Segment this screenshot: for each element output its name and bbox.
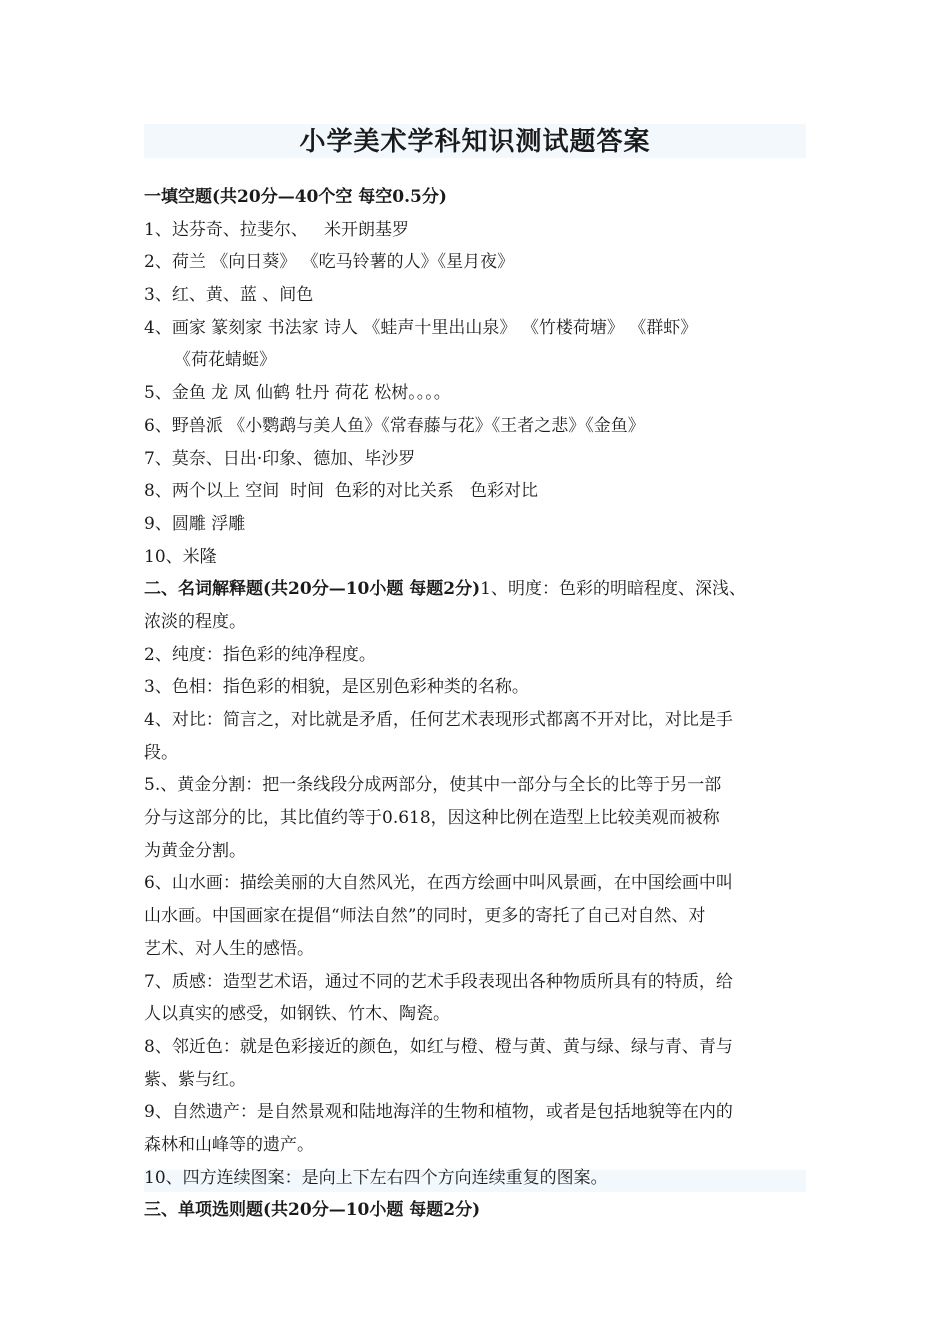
fill-answer-10: 10、米隆 — [144, 546, 217, 567]
term-answer-3: 3、色相：指色彩的相貌，是区别色彩种类的名称。 — [144, 677, 529, 698]
fill-answer-3: 3、红、黄、蓝 、间色 — [144, 285, 314, 306]
term-answer-5-cont-2: 为黄金分割。 — [144, 840, 246, 861]
term-answer-6-cont-2: 艺术、对人生的感悟。 — [144, 938, 314, 959]
term-answer-5: 5.、黄金分割：把一条线段分成两部分，使其中一部分与全长的比等于另一部 — [144, 775, 722, 796]
term-answer-6: 6、山水画：描绘美丽的大自然风光，在西方绘画中叫风景画，在中国绘画中叫 — [144, 873, 733, 894]
fill-answer-7: 7、莫奈、日出·印象、德加、毕沙罗 — [144, 448, 416, 469]
term-answer-7: 7、质感：造型艺术语，通过不同的艺术手段表现出各种物质所具有的特质，给 — [144, 971, 733, 992]
term-answer-4-cont: 段。 — [144, 742, 178, 763]
term-answer-7-cont: 人以真实的感受，如钢铁、竹木、陶瓷。 — [144, 1004, 450, 1025]
section-header-terms: 二、名词解释题(共20分—10小题 每题2分) — [144, 579, 481, 600]
section-header-choice: 三、单项选则题(共20分—10小题 每题2分) — [144, 1200, 481, 1221]
term-answer-4: 4、对比：简言之，对比就是矛盾，任何艺术表现形式都离不开对比，对比是手 — [144, 710, 733, 730]
section-header-terms-row — [144, 573, 824, 606]
term-answer-8: 8、邻近色：就是色彩接近的颜色，如红与橙、橙与黄、黄与绿、绿与青、青与 — [144, 1036, 733, 1057]
term-answer-6-cont-1: 山水画。中国画家在提倡“师法自然”的同时，更多的寄托了自己对自然、对 — [144, 906, 706, 927]
fill-answer-4-cont: 《荷花蜻蜓》 — [174, 350, 276, 371]
term-answer-9: 9、自然遗产：是自然景观和陆地海洋的生物和植物，或者是包括地貌等在内的 — [144, 1102, 733, 1123]
fill-answer-4: 4、画家 篆刻家 书法家 诗人 《蛙声十里出山泉》 《竹楼荷塘》 《群虾》 — [144, 317, 698, 338]
fill-answer-9: 9、圆雕 浮雕 — [144, 513, 246, 534]
term-answer-10: 10、四方连续图案：是向上下左右四个方向连续重复的图案。 — [144, 1167, 608, 1188]
fill-answer-1: 1、达芬奇、拉斐尔、 米开朗基罗 — [144, 219, 410, 240]
answer-content — [144, 181, 824, 1227]
fill-answer-6: 6、野兽派 《小鹦鹉与美人鱼》《常春藤与花》《王者之悲》《金鱼》 — [144, 415, 645, 436]
fill-answer-8: 8、两个以上 空间 时间 色彩的对比关系 色彩对比 — [144, 481, 539, 502]
section-header-fill: 一填空题(共20分—40个空 每空0.5分) — [144, 187, 447, 207]
page-title: 小学美术学科知识测试题答案 — [299, 127, 651, 157]
term-answer-1-cont: 浓淡的程度。 — [144, 611, 246, 632]
term-answer-9-cont: 森林和山峰等的遗产。 — [144, 1134, 314, 1155]
fill-answer-2: 2、荷兰 《向日葵》 《吃马铃薯的人》《星月夜》 — [144, 252, 515, 273]
term-answer-8-cont: 紫、紫与红。 — [144, 1069, 246, 1090]
fill-answer-5: 5、金鱼 龙 凤 仙鹤 牡丹 荷花 松树。。。。 — [144, 383, 451, 404]
term-answer-2: 2、纯度：指色彩的纯净程度。 — [144, 644, 376, 665]
term-answer-5-cont-1: 分与这部分的比，其比值约等于0.618，因这种比例在造型上比较美观而被称 — [144, 808, 720, 829]
term-answer-1: 1、明度：色彩的明暗程度、深浅、 — [480, 579, 746, 600]
